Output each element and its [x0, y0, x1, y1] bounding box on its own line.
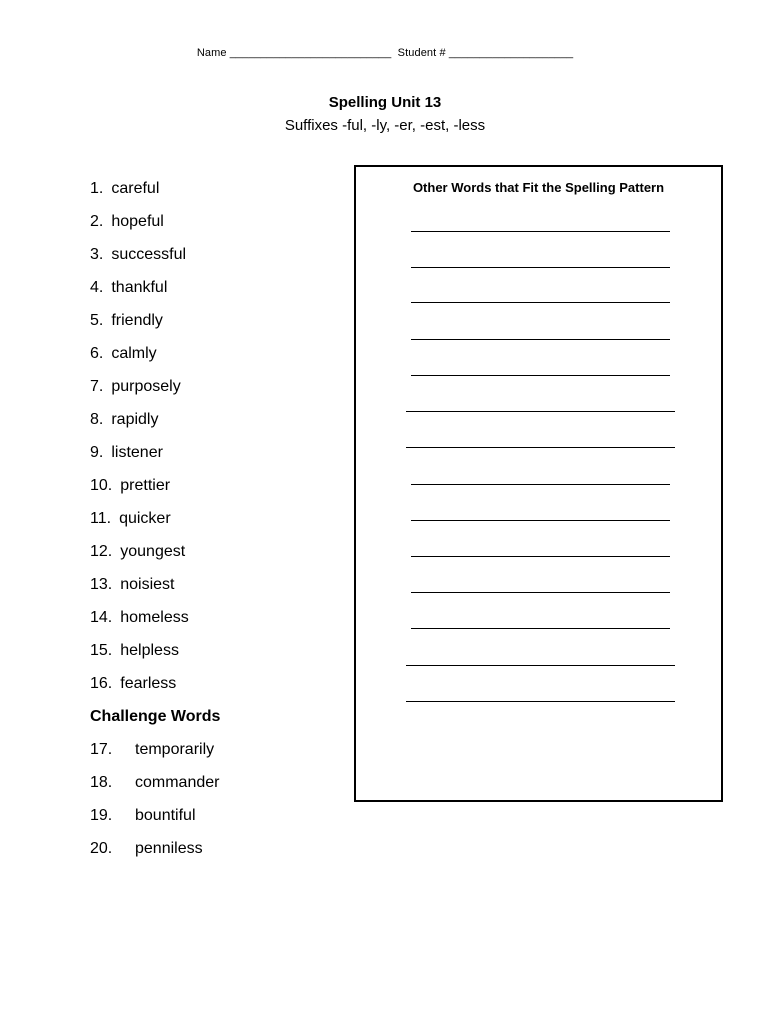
list-item	[90, 310, 189, 343]
spelling-word: calmly	[111, 345, 157, 362]
list-item	[90, 508, 189, 541]
answer-blank-line[interactable]	[411, 520, 670, 521]
spelling-word: listener	[111, 444, 163, 461]
list-item	[90, 805, 219, 838]
answer-blank-line[interactable]	[406, 665, 675, 666]
spelling-word: purposely	[111, 378, 181, 395]
page-title: Spelling Unit 13	[328, 94, 442, 111]
item-number: 5.	[90, 312, 104, 329]
item-number: 12.	[90, 543, 113, 560]
item-number: 10.	[90, 477, 113, 494]
spelling-word: prettier	[120, 477, 171, 494]
item-number: 11.	[90, 510, 112, 527]
list-item	[90, 475, 189, 508]
item-number: 18.	[90, 774, 113, 791]
challenge-word: bountiful	[135, 807, 196, 824]
item-number: 9.	[90, 444, 104, 461]
item-number: 2.	[90, 213, 104, 230]
item-number: 7.	[90, 378, 104, 395]
item-number: 6.	[90, 345, 104, 362]
list-item	[90, 574, 189, 607]
item-number: 20.	[90, 840, 113, 857]
spelling-word: careful	[111, 180, 160, 197]
list-item	[90, 409, 189, 442]
challenge-word: temporarily	[135, 741, 215, 758]
spelling-word: rapidly	[111, 411, 159, 428]
spelling-word: helpless	[120, 642, 179, 659]
spelling-word: quicker	[119, 510, 171, 527]
challenge-word: penniless	[135, 840, 203, 857]
spelling-word: hopeful	[111, 213, 164, 230]
list-item	[90, 739, 219, 772]
other-words-box-title: Other Words that Fit the Spelling Pattern	[412, 180, 665, 195]
challenge-word-list	[90, 739, 219, 871]
list-item	[90, 673, 189, 706]
list-item	[90, 607, 189, 640]
spelling-word: thankful	[111, 279, 168, 296]
list-item	[90, 838, 219, 871]
item-number: 15.	[90, 642, 113, 659]
answer-blank-line[interactable]	[411, 592, 670, 593]
spelling-word: fearless	[120, 675, 177, 692]
spelling-word: youngest	[120, 543, 186, 560]
spelling-word: homeless	[120, 609, 189, 626]
item-number: 1.	[90, 180, 104, 197]
list-item	[90, 640, 189, 673]
answer-blank-line[interactable]	[411, 628, 670, 629]
list-item	[90, 442, 189, 475]
spelling-word: successful	[111, 246, 187, 263]
answer-blank-line[interactable]	[411, 375, 670, 376]
answer-blank-line[interactable]	[406, 447, 675, 448]
name-student-header: Name __________________________ Student # ____________________	[196, 47, 574, 59]
list-item	[90, 178, 189, 211]
answer-blank-line[interactable]	[411, 231, 670, 232]
challenge-words-heading: Challenge Words	[90, 708, 221, 725]
spelling-word: friendly	[111, 312, 163, 329]
list-item	[90, 244, 189, 277]
list-item	[90, 277, 189, 310]
item-number: 14.	[90, 609, 113, 626]
item-number: 4.	[90, 279, 104, 296]
answer-blank-line[interactable]	[411, 267, 670, 268]
item-number: 3.	[90, 246, 104, 263]
answer-blank-line[interactable]	[411, 302, 670, 303]
spelling-word-list	[90, 178, 189, 706]
list-item	[90, 376, 189, 409]
page-subtitle: Suffixes -ful, -ly, -er, -est, -less	[284, 117, 486, 134]
answer-blank-line[interactable]	[411, 556, 670, 557]
answer-blank-line[interactable]	[406, 411, 675, 412]
spelling-word: noisiest	[120, 576, 175, 593]
item-number: 8.	[90, 411, 104, 428]
answer-blank-line[interactable]	[406, 701, 675, 702]
item-number: 16.	[90, 675, 113, 692]
list-item	[90, 772, 219, 805]
answer-blank-line[interactable]	[411, 339, 670, 340]
other-words-box	[354, 165, 723, 802]
item-number: 19.	[90, 807, 113, 824]
list-item	[90, 541, 189, 574]
list-item	[90, 343, 189, 376]
item-number: 13.	[90, 576, 113, 593]
item-number: 17.	[90, 741, 113, 758]
answer-blank-line[interactable]	[411, 484, 670, 485]
challenge-word: commander	[135, 774, 220, 791]
list-item	[90, 211, 189, 244]
